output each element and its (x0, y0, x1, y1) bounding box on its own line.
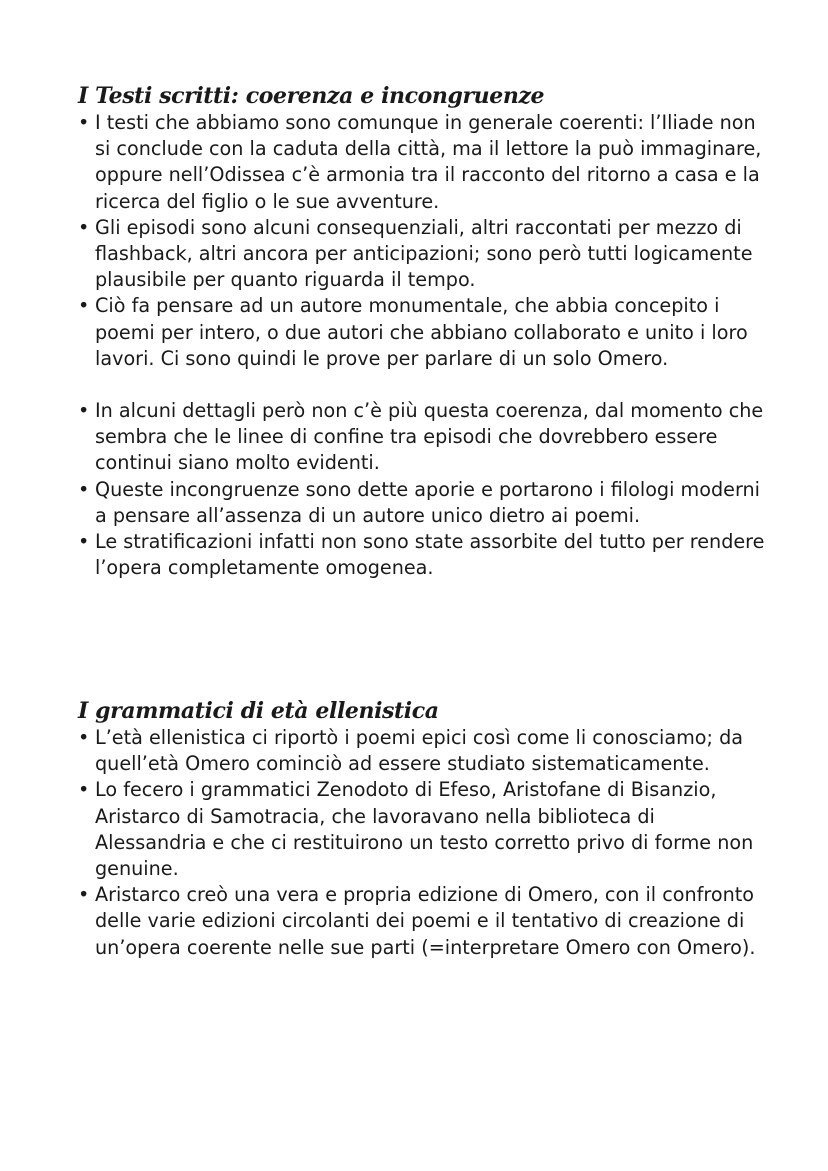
bullet-marker: • (78, 294, 90, 318)
bullet-list (78, 725, 768, 961)
list-item (78, 477, 768, 529)
bullet-list (78, 110, 768, 372)
list-item-text: I testi che abbiamo sono comunque in generale coerenti: l’Iliade non si conclude con la caduta della città, ma il lettore la può immaginare, oppure nell’Odissea c’è armonia tra il racconto del ritorno a casa e la ricerca del figlio o le sue avventure. (95, 111, 762, 213)
list-item (78, 215, 768, 294)
bullet-marker: • (78, 726, 90, 749)
list-item-text: Le stratificazioni infatti non sono state assorbite del tutto per rendere l’opera completamente omogenea. (95, 530, 765, 580)
list-item (78, 529, 768, 581)
list-item (78, 777, 768, 882)
list-item (78, 882, 768, 961)
section-testi-scritti (78, 82, 768, 581)
list-item-text: Gli episodi sono alcuni consequenziali, altri raccontati per mezzo di flashback, altri ancora per anticipazioni; sono però tutti logicamente plausibile per quanto riguarda il tempo. (95, 215, 753, 292)
bullet-marker: • (78, 883, 90, 907)
bullet-marker: • (78, 215, 90, 239)
bullet-marker: • (78, 111, 90, 134)
list-item (78, 110, 768, 215)
list-item (78, 293, 768, 372)
list-item-text: In alcuni dettagli però non c’è più questa coerenza, dal momento che sembra che le linee di confine tra episodi che dovrebbero essere continui siano molto evidenti. (95, 399, 764, 475)
list-item-text: Aristarco creò una vera e propria edizione di Omero, con il confronto delle varie edizioni circolanti dei poemi e il tentativo di creazione di un’opera coerente nelle sue parti (=interpretare Omero con Omero). (95, 883, 756, 959)
bullet-marker: • (78, 530, 90, 554)
list-item-text: L’età ellenistica ci riportò i poemi epici così come li conosciamo; da quell’età Omero cominciò ad essere studiato sistematicamente. (95, 726, 744, 776)
paragraph-gap (78, 372, 768, 398)
section-heading: I grammatici di età ellenistica (78, 698, 439, 724)
section-heading: I Testi scritti: coerenza e incongruenze (78, 83, 545, 109)
list-item-text: Queste incongruenze sono dette aporie e portarono i filologi moderni a pensare all’assenza di un autore unico dietro ai poemi. (95, 477, 760, 527)
section-grammatici (78, 697, 768, 961)
list-item (78, 725, 768, 777)
bullet-marker: • (78, 778, 90, 802)
bullet-marker: • (78, 477, 90, 501)
list-item (78, 398, 768, 477)
list-item-text: Lo fecero i grammatici Zenodoto di Efeso, Aristofane di Bisanzio, Aristarco di Samotracia, che lavoravano nella biblioteca di Alessandria e che ci restituirono un testo corretto privo di forme non genuine. (95, 778, 754, 881)
bullet-list (78, 398, 768, 581)
list-item-text: Ciò fa pensare ad un autore monumentale, che abbia concepito i poemi per intero, o due autori che abbiano collaborato e unito i loro lavori. Ci sono quindi le prove per parlare di un solo Omero. (95, 294, 748, 370)
bullet-marker: • (78, 399, 90, 423)
